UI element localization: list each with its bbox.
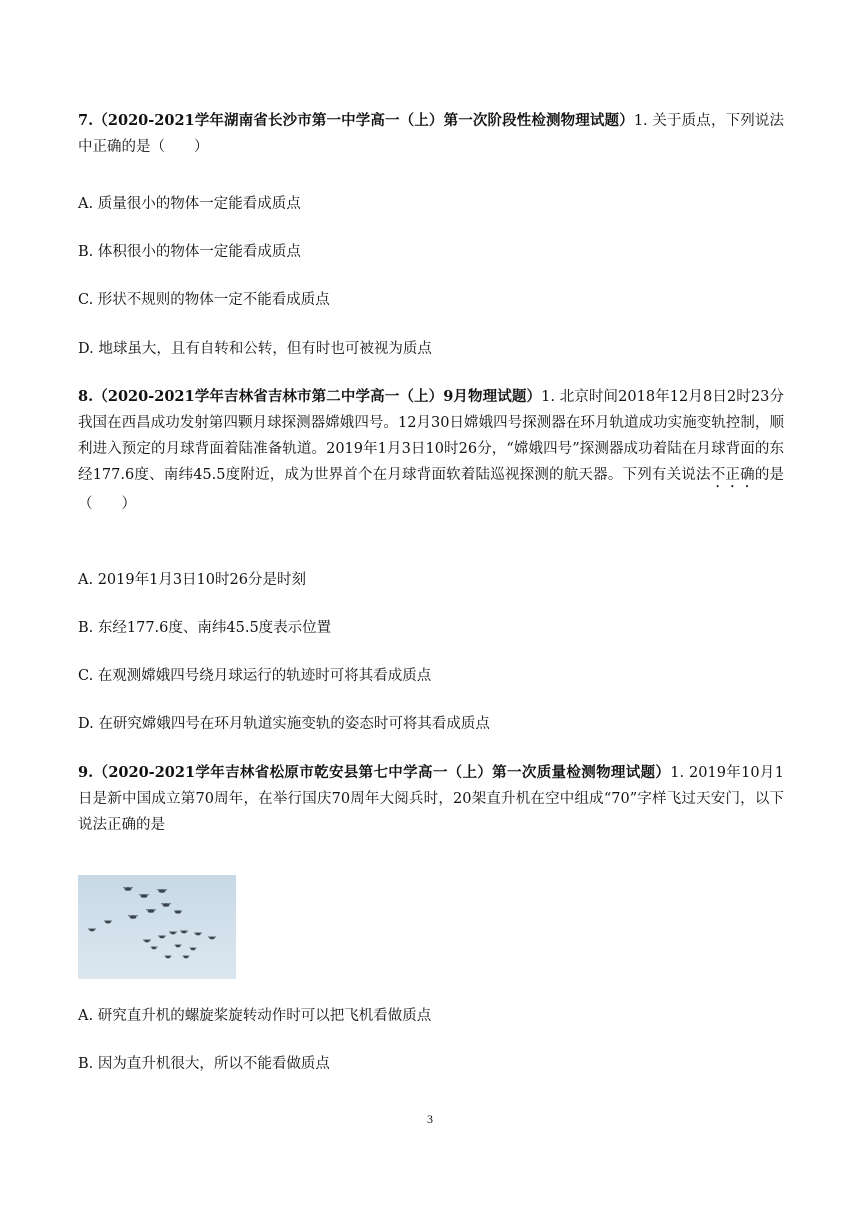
helicopter-icon bbox=[146, 910, 156, 913]
question-8-source: （2020-2021学年吉林省吉林市第二中学高一（上）9月物理试题） bbox=[93, 388, 542, 405]
question-9-option-a: A. 研究直升机的螺旋桨旋转动作时可以把飞机看做质点 bbox=[78, 1008, 432, 1024]
question-9-number: 9. bbox=[78, 764, 94, 781]
page-number: 3 bbox=[427, 1112, 433, 1126]
question-8-option-a: A. 2019年1月3日10时26分是时刻 bbox=[78, 572, 306, 588]
helicopter-icon bbox=[143, 940, 151, 942]
question-8-option-d: D. 在研究嫦娥四号在环月轨道实施变轨的姿态时可将其看成质点 bbox=[78, 716, 490, 732]
helicopter-icon bbox=[151, 947, 158, 949]
question-7-option-b: B. 体积很小的物体一定能看成质点 bbox=[78, 244, 301, 260]
helicopter-icon bbox=[194, 933, 202, 935]
question-9-text: 1. 2019年10月1日是新中国成立第70周年，在举行国庆70周年大阅兵时，20架直升机在空中组成“70”字样飞过天安门，以下说法正确的是 bbox=[78, 765, 784, 833]
question-7 bbox=[78, 108, 784, 160]
helicopter-icon bbox=[190, 948, 197, 950]
question-9-option-b: B. 因为直升机很大，所以不能看做质点 bbox=[78, 1056, 330, 1072]
helicopter-icon bbox=[157, 890, 167, 893]
question-7-option-a: A. 质量很小的物体一定能看成质点 bbox=[78, 196, 301, 212]
question-9 bbox=[78, 760, 784, 838]
question-7-option-d: D. 地球虽大，且有自转和公转，但有时也可被视为质点 bbox=[78, 341, 432, 357]
helicopter-icon bbox=[139, 895, 149, 898]
question-8-number: 8. bbox=[78, 388, 94, 405]
helicopter-icon bbox=[158, 936, 166, 938]
question-7-text: 1. 关于质点，下列说法中正确的是（ ） bbox=[78, 113, 784, 155]
helicopter-icon bbox=[128, 916, 138, 919]
helicopter-icon bbox=[161, 904, 171, 907]
helicopter-icon bbox=[123, 888, 133, 891]
question-7-source: （2020-2021学年湖南省长沙市第一中学高一（上）第一次阶段性检测物理试题） bbox=[93, 112, 634, 129]
helicopter-icon bbox=[180, 931, 188, 933]
question-8-option-c: C. 在观测嫦娥四号绕月球运行的轨迹时可将其看成质点 bbox=[78, 668, 432, 684]
question-7-stem bbox=[78, 108, 784, 160]
question-9-stem bbox=[78, 760, 784, 838]
helicopter-icon bbox=[208, 937, 216, 939]
helicopter-formation-photo bbox=[78, 875, 236, 979]
question-8 bbox=[78, 384, 784, 517]
helicopter-icon bbox=[104, 921, 112, 923]
helicopter-formation-drawing bbox=[78, 875, 236, 979]
question-8-text: 1. 北京时间2018年12月8日2时23分我国在西昌成功发射第四颗月球探测器嫦娥四号。12月30日嫦娥四号探测器在环月轨道成功实施变轨控制，顺利进入预定的月球背面着陆准备轨道。2019年1月3日10时26分，“嫦娥四号”探测器成功着陆在月球背面的东经177.6度、南纬45.5度附近，成为世界首个在月球背面软着陆巡视探测的航天器。下列有关说法 bbox=[78, 389, 784, 483]
question-8-stem bbox=[78, 384, 784, 517]
helicopter-icon bbox=[165, 956, 172, 958]
question-8-option-b: B. 东经177.6度、南纬45.5度表示位置 bbox=[78, 620, 332, 636]
helicopter-icon bbox=[183, 956, 190, 958]
question-9-source: （2020-2021学年吉林省松原市乾安县第七中学高一（上）第一次质量检测物理试题） bbox=[93, 764, 671, 781]
question-8-text-end: 的是（ ） bbox=[78, 467, 785, 512]
question-7-option-c: C. 形状不规则的物体一定不能看成质点 bbox=[78, 292, 330, 308]
question-8-emphasis: 不正确 bbox=[710, 467, 755, 483]
question-7-number: 7. bbox=[78, 112, 94, 129]
helicopter-icon bbox=[174, 911, 182, 913]
helicopter-icon bbox=[169, 932, 177, 934]
helicopter-icon bbox=[175, 945, 182, 947]
helicopter-icon bbox=[88, 929, 96, 931]
